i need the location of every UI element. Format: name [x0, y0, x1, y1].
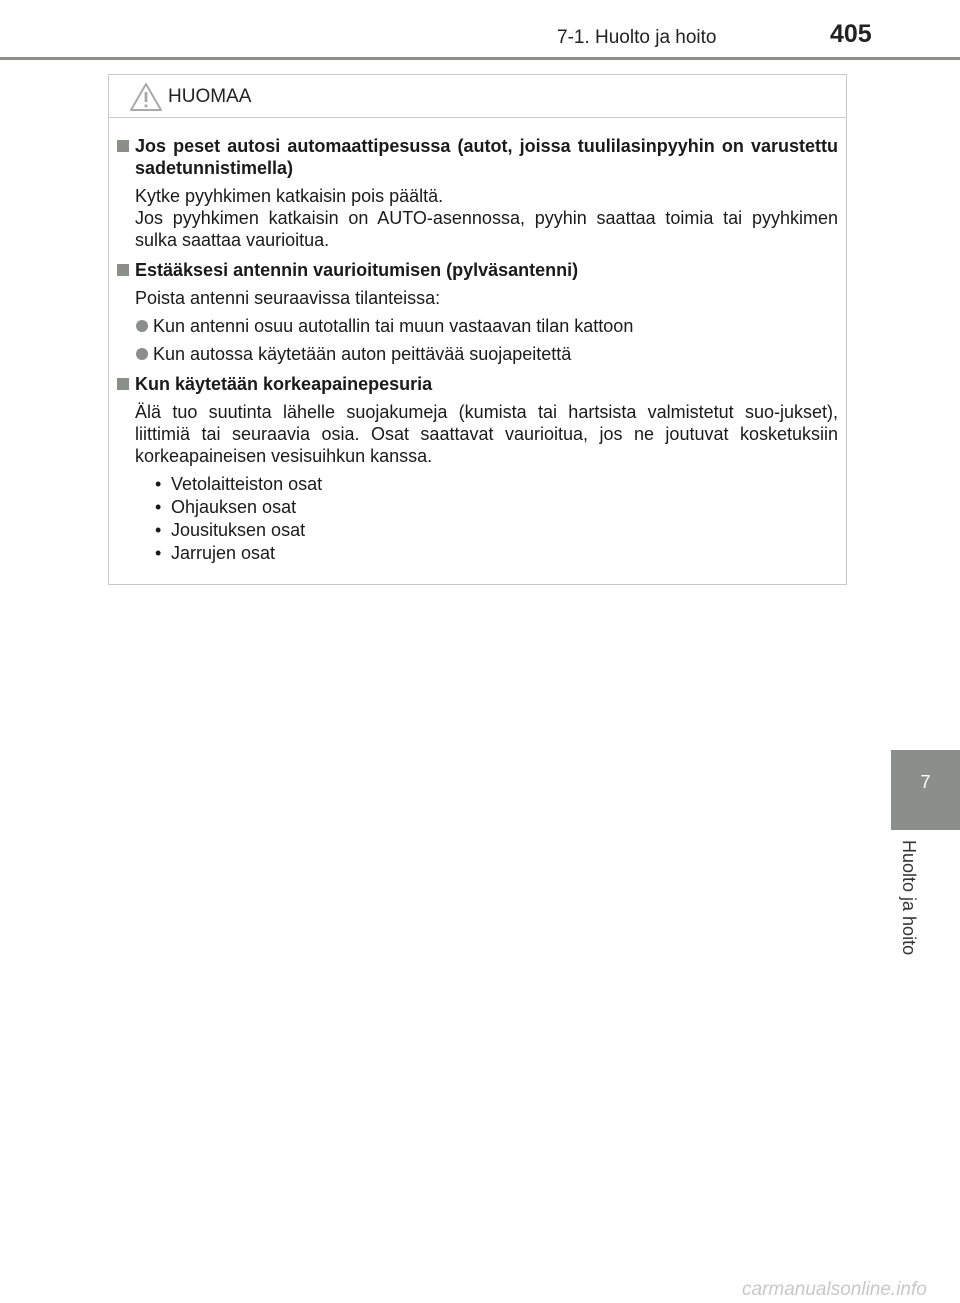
header-rule — [0, 57, 960, 60]
section-intro: Poista antenni seuraavissa tilanteissa: — [135, 288, 441, 308]
page-number: 405 — [830, 20, 872, 48]
notice-body — [109, 118, 846, 565]
paragraph-line: Jos pyyhkimen katkaisin on AUTO-asennossa, pyyhin saattaa toimia tai pyyhkimen sulka saattaa vaurioitua. — [135, 208, 838, 250]
chapter-tab — [891, 750, 960, 830]
section-heading: Jos peset autosi automaattipesussa (autot, joissa tuulilasinpyyhin on varustettu sadetunnistimella) — [117, 135, 838, 179]
section-paragraph: Älä tuo suutinta lähelle suojakumeja (kumista tai hartsista valmistetut suo-jukset), liittimiä tai seuraavia osia. Osat saattavat vaurioitua, jos ne joutuvat kosketuksiin korkeapaineisen vesisuihkun kanssa. — [135, 402, 838, 466]
notice-section-antenna — [117, 259, 838, 365]
page-header — [0, 0, 960, 60]
section-heading: Estääksesi antennin vaurioitumisen (pylväsantenni) — [117, 259, 838, 281]
square-bullet-icon — [117, 378, 129, 390]
chapter-label: Huolto ja hoito — [899, 840, 919, 956]
paragraph-line: Kytke pyyhkimen katkaisin pois päältä. — [135, 186, 444, 206]
watermark: carmanualsonline.info — [742, 1279, 927, 1300]
section-title: 7-1. Huolto ja hoito — [557, 27, 717, 48]
list-item: Kun autossa käytetään auton peittävää suojapeitettä — [117, 343, 838, 365]
list-item: • Jarrujen osat — [155, 542, 838, 565]
parts-list — [117, 473, 838, 565]
circle-bullet-icon — [136, 348, 148, 360]
square-bullet-icon — [117, 140, 129, 152]
notice-section-pressure-washer — [117, 373, 838, 565]
notice-box — [108, 74, 847, 585]
chapter-number: 7 — [920, 772, 931, 792]
warning-triangle-icon — [129, 82, 163, 112]
circle-bullet-icon — [136, 320, 148, 332]
section-heading: Kun käytetään korkeapainepesuria — [117, 373, 838, 395]
section-paragraph — [117, 185, 838, 251]
list-item: • Jousituksen osat — [155, 519, 838, 542]
notice-title: HUOMAA — [168, 86, 252, 107]
notice-header — [109, 75, 846, 118]
list-item: Kun antenni osuu autotallin tai muun vastaavan tilan kattoon — [117, 315, 838, 337]
notice-section-car-wash — [117, 135, 838, 251]
square-bullet-icon — [117, 264, 129, 276]
list-item: • Ohjauksen osat — [155, 496, 838, 519]
list-item: • Vetolaitteiston osat — [155, 473, 838, 496]
